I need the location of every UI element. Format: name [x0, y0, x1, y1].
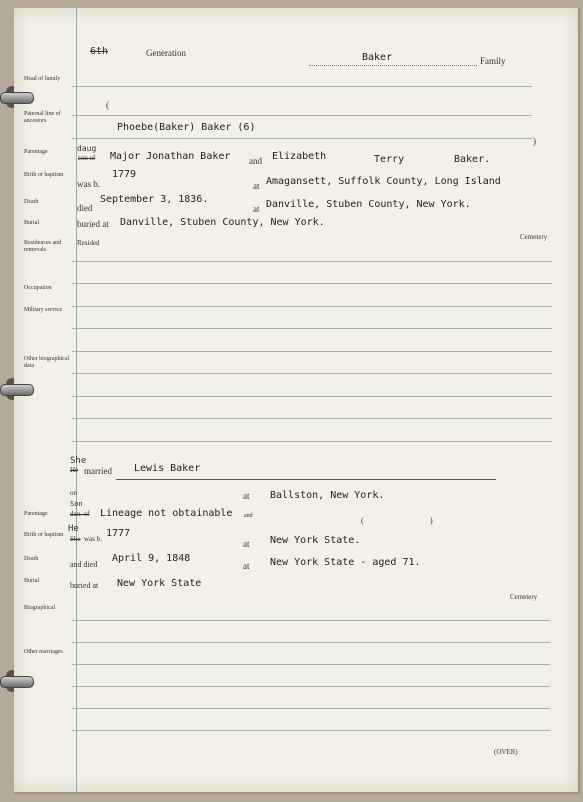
spouse-parent-and: and [244, 513, 253, 519]
label-biographical: Biographical [24, 605, 55, 611]
spouse-close-paren: ) [430, 516, 433, 525]
subject-name: Phoebe(Baker) Baker (6) [117, 122, 256, 133]
cemetery-label: Cemetery [520, 233, 548, 241]
margin-rule [76, 8, 77, 792]
spouse-death-label: and died [70, 560, 98, 569]
label-military: Military service [24, 307, 63, 313]
label-parentage-spouse: Parentage [24, 511, 48, 517]
death-at-label: at [253, 204, 260, 214]
spouse-lineage: Lineage not obtainable [100, 508, 233, 519]
label-death-spouse: Death [24, 556, 39, 562]
spouse-birth-at-label: at [243, 539, 250, 549]
binder-ring [0, 676, 34, 688]
label-birth-baptism: Birth or baptism [24, 172, 64, 178]
name-open-paren: ( [106, 100, 109, 110]
relation-struck: son of [78, 154, 96, 162]
spouse-burial-place: New York State [117, 578, 202, 589]
ruled-line [72, 306, 552, 307]
spouse-name: Lewis Baker [134, 463, 201, 474]
birth-at-label: at [253, 181, 260, 191]
ruled-line [72, 686, 550, 687]
death-label: died [77, 203, 93, 213]
ruled-line [72, 328, 552, 329]
he-handwritten: He [68, 524, 79, 534]
ruled-line [72, 86, 532, 87]
parent-and: and [249, 156, 262, 166]
ruled-line [72, 730, 550, 731]
name-close-paren: ) [533, 136, 536, 146]
she-handwritten: She [70, 456, 87, 466]
birth-year: 1779 [112, 169, 137, 180]
ruled-line [72, 441, 552, 442]
ruled-line [72, 351, 552, 352]
label-death: Death [24, 199, 39, 205]
death-place: Danville, Stuben County, New York. [266, 199, 471, 210]
ruled-line [72, 138, 532, 139]
married-label: married [84, 466, 112, 476]
death-date: September 3, 1836. [100, 194, 209, 205]
she-struck: She [70, 535, 81, 543]
dau-struck: dau. of [70, 510, 90, 518]
son-handwritten: Son [70, 500, 83, 508]
spouse-death-at-label: at [243, 561, 250, 571]
marriage-at-label: at [243, 491, 250, 501]
ruled-line [72, 620, 550, 621]
ruled-line [72, 418, 552, 419]
ruled-line [72, 283, 552, 284]
birth-place: Amagansett, Suffolk County, Long Island [266, 176, 501, 187]
birth-label: was b. [77, 179, 100, 189]
spouse-birth-year: 1777 [106, 528, 131, 539]
relation-handwritten: daug [77, 144, 97, 153]
ruled-line [72, 664, 550, 665]
spouse-open-paren: ( [361, 516, 364, 525]
over-label: (OVER) [494, 748, 518, 756]
label-burial: Burial [24, 220, 39, 226]
mother-first-name: Elizabeth [272, 151, 327, 162]
ruled-line [72, 642, 550, 643]
burial-place: Danville, Stuben County, New York. [120, 217, 325, 228]
label-birth-baptism-spouse: Birth or baptism [24, 532, 64, 538]
label-occupation: Occupation [24, 285, 52, 291]
father-name: Major Jonathan Baker [110, 151, 231, 162]
resided-label: Resided [77, 239, 100, 247]
marriage-on-label: on [70, 489, 77, 497]
spouse-death-place: New York State - aged 71. [270, 557, 421, 568]
ruled-line [72, 708, 550, 709]
binder-ring [0, 384, 34, 396]
label-other-marriages: Other marriages [24, 649, 63, 655]
spouse-birth-place: New York State. [270, 535, 361, 546]
marriage-place: Ballston, New York. [270, 490, 385, 501]
label-parentage: Parentage [24, 149, 48, 155]
spouse-cemetery-label: Cemetery [510, 593, 538, 601]
ruled-line [72, 261, 552, 262]
spouse-birth-label: was b. [84, 535, 102, 543]
label-burial-spouse: Burial [24, 578, 39, 584]
burial-label: buried at [77, 219, 109, 229]
spouse-name-line [116, 479, 496, 480]
generation-label: Generation [146, 48, 186, 58]
label-paternal-line: Paternal line of ancestors [24, 111, 61, 124]
generation-number: 6th [90, 46, 109, 57]
ruled-line [72, 373, 552, 374]
genealogy-record-card [14, 8, 580, 794]
ruled-line [72, 115, 532, 116]
mother-maiden-name: Terry [374, 154, 405, 165]
he-struck: He [70, 466, 79, 474]
family-name-line [309, 65, 477, 66]
family-name: Baker [362, 52, 393, 63]
mother-last-name: Baker. [454, 154, 491, 165]
label-other-bio: Other biographical data [24, 356, 70, 369]
spouse-burial-label: buried at [70, 581, 99, 590]
label-head-of-family: Head of family [24, 76, 61, 82]
family-label: Family [480, 56, 506, 66]
spouse-death-date: April 9, 1848 [112, 553, 191, 564]
label-residences: Residences and removals [24, 240, 62, 253]
binder-ring [0, 92, 34, 104]
ruled-line [72, 396, 552, 397]
